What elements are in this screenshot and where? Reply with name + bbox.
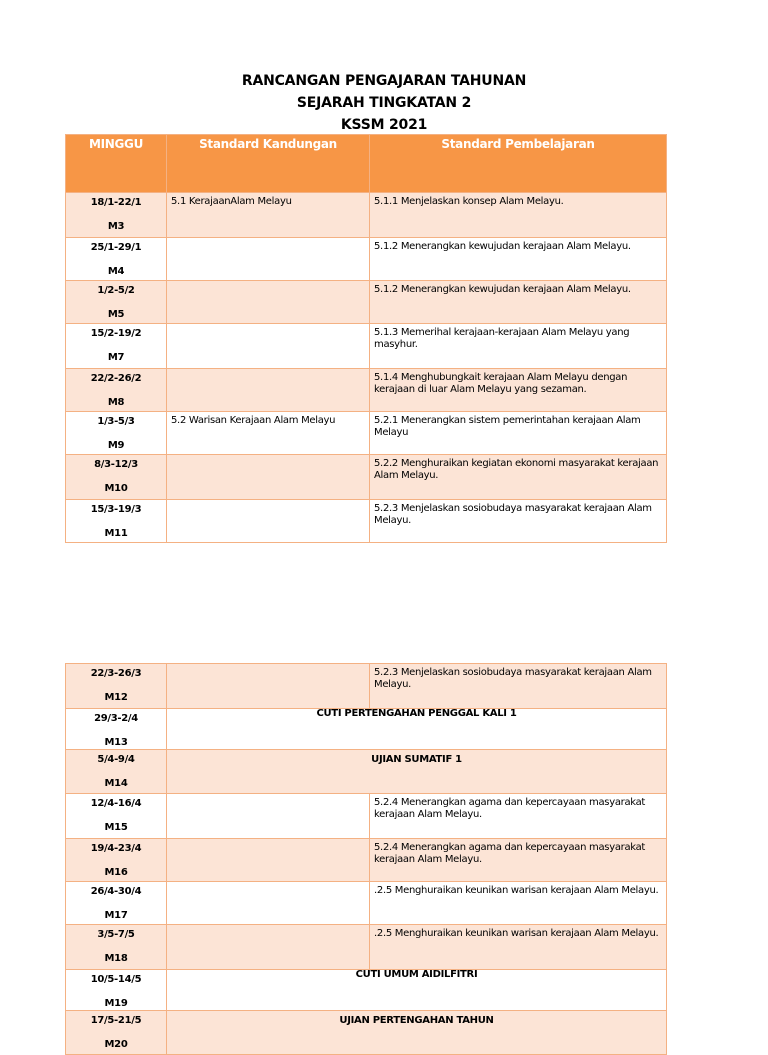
week-date: 17/5-21/5 [90,1015,142,1026]
week-cell [66,970,167,1011]
standard-kandungan-cell: 5.2 Warisan Kerajaan Alam Melayu [167,412,370,455]
week-number: M4 [107,266,125,277]
table-row [66,324,667,369]
standard-pembelajaran-cell: 5.2.4 Menerangkan agama dan kepercayaan masyarakat kerajaan Alam Melayu. [370,794,667,839]
week-date: 15/3-19/3 [90,504,142,515]
merged-event-cell: UJIAN SUMATIF 1 [167,750,667,794]
week-number: M11 [104,528,128,539]
week-cell [66,500,167,543]
week-date: 22/2-26/2 [90,373,142,384]
header-cell-standard-pembelajaran: Standard Pembelajaran [370,135,667,193]
standard-kandungan-cell [167,794,370,839]
standard-pembelajaran-cell: .2.5 Menghuraikan keunikan warisan kerajaan Alam Melayu. [370,882,667,925]
week-number: M15 [104,822,128,833]
standard-pembelajaran-cell: .2.5 Menghuraikan keunikan warisan kerajaan Alam Melayu. [370,925,667,970]
table-row [66,281,667,324]
week-cell [66,412,167,455]
plan-table-part-2 [65,663,667,1055]
standard-pembelajaran-cell: 5.1.2 Menerangkan kewujudan kerajaan Alam Melayu. [370,281,667,324]
title-line-2: SEJARAH TINGKATAN 2 [296,95,472,111]
week-cell [66,193,167,238]
week-date: 29/3-2/4 [94,713,138,724]
standard-kandungan-cell [167,369,370,412]
header-cell-minggu: MINGGU [66,135,167,193]
week-number: M19 [104,998,128,1009]
standard-pembelajaran-cell: 5.2.3 Menjelaskan sosiobudaya masyarakat kerajaan Alam Melayu. [370,664,667,709]
standard-kandungan-cell [167,839,370,882]
week-cell [66,709,167,750]
week-number: M8 [107,397,125,408]
table-row [66,455,667,500]
week-date: 25/1-29/1 [90,242,142,253]
week-number: M12 [104,692,128,703]
week-cell [66,455,167,500]
table-row [66,412,667,455]
table-row [66,193,667,238]
merged-event-cell: UJIAN PERTENGAHAN TAHUN [167,1011,667,1055]
table-row [66,794,667,839]
week-date: 8/3-12/3 [94,459,138,470]
standard-pembelajaran-cell: 5.1.3 Memerihal kerajaan-kerajaan Alam Melayu yang masyhur. [370,324,667,369]
table-header-row [66,135,667,193]
week-cell [66,369,167,412]
standard-pembelajaran-cell: 5.2.2 Menghuraikan kegiatan ekonomi masyarakat kerajaan Alam Melayu. [370,455,667,500]
standard-pembelajaran-cell: 5.1.2 Menerangkan kewujudan kerajaan Alam Melayu. [370,238,667,281]
week-cell [66,882,167,925]
week-cell [66,750,167,794]
header-cell-standard-kandungan: Standard Kandungan [167,135,370,193]
standard-kandungan-cell [167,455,370,500]
standard-pembelajaran-cell: 5.2.4 Menerangkan agama dan kepercayaan masyarakat kerajaan Alam Melayu. [370,839,667,882]
week-date: 26/4-30/4 [90,886,142,897]
week-date: 1/3-5/3 [97,416,135,427]
table-row [66,1011,667,1055]
week-date: 22/3-26/3 [90,668,142,679]
table-row [66,750,667,794]
week-number: M3 [107,221,125,232]
standard-kandungan-cell [167,664,370,709]
standard-kandungan-cell [167,882,370,925]
standard-pembelajaran-cell: 5.2.3 Menjelaskan sosiobudaya masyarakat kerajaan Alam Melayu. [370,500,667,543]
table-row [66,925,667,970]
week-cell [66,324,167,369]
title-line-1: RANCANGAN PENGAJARAN TAHUNAN [241,73,527,89]
table-row [66,970,667,1011]
table-row [66,369,667,412]
week-number: M18 [104,953,128,964]
standard-kandungan-cell [167,925,370,970]
table-row [66,500,667,543]
standard-kandungan-cell [167,324,370,369]
table-row [66,664,667,709]
standard-pembelajaran-cell: 5.1.1 Menjelaskan konsep Alam Melayu. [370,193,667,238]
merged-event-cell: CUTI PERTENGAHAN PENGGAL KALI 1 [167,709,667,750]
week-cell [66,794,167,839]
week-cell [66,238,167,281]
week-date: 15/2-19/2 [90,328,142,339]
week-number: M16 [104,867,128,878]
week-cell [66,925,167,970]
table-row [66,709,667,750]
week-date: 1/2-5/2 [97,285,135,296]
plan-table-part-1 [65,134,667,543]
week-number: M7 [107,352,125,363]
merged-event-cell: CUTI UMUM AIDILFITRI [167,970,667,1011]
week-number: M5 [107,309,125,320]
week-number: M20 [104,1039,128,1050]
week-date: 10/5-14/5 [90,974,142,985]
week-cell [66,281,167,324]
table-row [66,882,667,925]
standard-pembelajaran-cell: 5.1.4 Menghubungkait kerajaan Alam Melayu dengan kerajaan di luar Alam Melayu yang sezaman. [370,369,667,412]
standard-kandungan-cell: 5.1 KerajaanAlam Melayu [167,193,370,238]
week-number: M17 [104,910,128,921]
week-number: M10 [104,483,128,494]
week-number: M9 [107,440,125,451]
standard-kandungan-cell [167,500,370,543]
week-number: M13 [104,737,128,748]
title-line-3: KSSM 2021 [340,117,428,133]
week-date: 18/1-22/1 [90,197,142,208]
week-date: 5/4-9/4 [97,754,135,765]
standard-kandungan-cell [167,281,370,324]
week-date: 19/4-23/4 [90,843,142,854]
table-row [66,839,667,882]
week-cell [66,839,167,882]
table-row [66,238,667,281]
standard-kandungan-cell [167,238,370,281]
week-date: 12/4-16/4 [90,798,142,809]
standard-pembelajaran-cell: 5.2.1 Menerangkan sistem pemerintahan kerajaan Alam Melayu [370,412,667,455]
week-number: M14 [104,778,128,789]
week-cell [66,664,167,709]
week-date: 3/5-7/5 [97,929,135,940]
week-cell [66,1011,167,1055]
